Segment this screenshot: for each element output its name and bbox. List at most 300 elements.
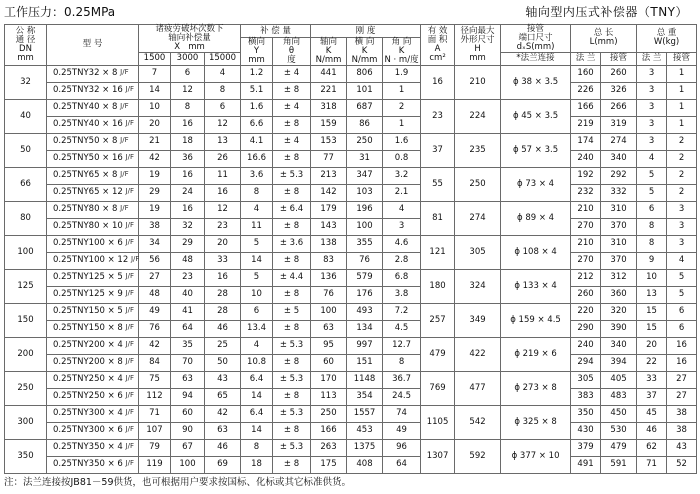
f-mark: F (129, 306, 134, 315)
length-pipe-cell: 310 (601, 235, 637, 252)
comp-15000-cell: 26 (205, 150, 241, 167)
comp-3000-cell: 29 (171, 235, 205, 252)
comp-15000-cell: 25 (205, 337, 241, 354)
j-mark: J (125, 85, 128, 94)
jf-mark: J/F (125, 119, 134, 128)
length-pipe-cell: 360 (601, 286, 637, 303)
angular-cell: ± 8 (273, 184, 311, 201)
angular-cell: ± 4.4 (273, 269, 311, 286)
model-text: 0.25TNY32 × 8 (53, 68, 118, 79)
jf-mark: J/F (125, 221, 134, 230)
angular-cell: ± 4 (273, 65, 311, 82)
f-mark: F (129, 153, 134, 162)
comp-15000-cell: 46 (205, 320, 241, 337)
page-header (0, 0, 700, 24)
jf-mark: J/F (125, 289, 134, 298)
jf-mark: J/F (125, 323, 134, 332)
angular-k-cell: 24.5 (383, 388, 421, 405)
weight-pipe-cell: 1 (667, 65, 697, 82)
comp-15000-cell: 42 (205, 405, 241, 422)
f-mark: F (135, 255, 140, 264)
comp-3000-cell: 16 (171, 201, 205, 218)
dn-cell: 200 (5, 337, 47, 371)
jf-mark: J/F (125, 374, 134, 383)
table-row (5, 269, 697, 286)
weight-flange-cell: 13 (637, 286, 667, 303)
length-flange-cell: 220 (571, 303, 601, 320)
model-cell (47, 184, 139, 201)
header-dn: 公 称 通 径 DN mm (5, 25, 47, 66)
comp-1500-cell: 107 (139, 422, 171, 439)
diameter-cell: 274 (455, 201, 501, 235)
pipe-cell: ϕ 38 × 3.5 (501, 65, 571, 99)
table-row (5, 405, 697, 422)
angular-cell: ± 8 (273, 82, 311, 99)
comp-3000-cell: 90 (171, 422, 205, 439)
j-mark: J (125, 442, 128, 451)
model-text: 0.25TNY200 × 4 (53, 340, 123, 351)
table-row (5, 82, 697, 99)
lateral-cell: 1.2 (241, 65, 273, 82)
area-cell: 121 (421, 235, 455, 269)
comp-3000-cell: 35 (171, 337, 205, 354)
axial-k-cell: 166 (311, 422, 347, 439)
axial-k-cell: 138 (311, 235, 347, 252)
f-mark: F (129, 323, 134, 332)
length-pipe-cell: 274 (601, 133, 637, 150)
weight-flange-cell: 6 (637, 201, 667, 218)
lateral-cell: 10 (241, 286, 273, 303)
comp-15000-cell: 50 (205, 354, 241, 371)
lateral-k-cell: 355 (347, 235, 383, 252)
model-text: 0.25TNY300 × 6 (53, 425, 123, 436)
model-cell (47, 422, 139, 439)
length-flange-cell: 166 (571, 99, 601, 116)
axial-k-cell: 63 (311, 320, 347, 337)
f-mark: F (129, 408, 134, 417)
header-comp-group: 诸疲劳破坏次数下 轴向补偿量 X mm (139, 25, 241, 53)
j-mark: J (125, 306, 128, 315)
comp-1500-cell: 20 (139, 116, 171, 133)
dn-cell: 80 (5, 201, 47, 235)
lateral-k-cell: 408 (347, 456, 383, 473)
header-weight-flange: 法 兰 (637, 52, 667, 65)
area-cell: 55 (421, 167, 455, 201)
area-cell: 1105 (421, 405, 455, 439)
j-mark: J (125, 289, 128, 298)
lateral-cell: 11 (241, 218, 273, 235)
angular-cell: ± 5 (273, 303, 311, 320)
f-mark: F (129, 357, 134, 366)
model-cell (47, 99, 139, 116)
lateral-k-cell: 1148 (347, 371, 383, 388)
diameter-cell: 477 (455, 371, 501, 405)
j-mark: J (125, 119, 128, 128)
lateral-k-cell: 100 (347, 218, 383, 235)
lateral-k-cell: 1375 (347, 439, 383, 456)
j-mark: J (120, 102, 123, 111)
pipe-cell: ϕ 57 × 3.5 (501, 133, 571, 167)
length-flange-cell: 430 (571, 422, 601, 439)
dn-cell: 350 (5, 439, 47, 473)
header-buchang: 补 偿 量 (241, 25, 311, 38)
comp-1500-cell: 71 (139, 405, 171, 422)
diameter-cell: 305 (455, 235, 501, 269)
comp-15000-cell: 11 (205, 167, 241, 184)
area-cell: 479 (421, 337, 455, 371)
table-head (5, 25, 697, 66)
area-cell: 180 (421, 269, 455, 303)
jf-mark: J/F (125, 187, 134, 196)
length-pipe-cell: 312 (601, 269, 637, 286)
angular-cell: ± 5.3 (273, 337, 311, 354)
f-mark: F (129, 187, 134, 196)
angular-cell: ± 8 (273, 456, 311, 473)
weight-pipe-cell: 3 (667, 218, 697, 235)
weight-flange-cell: 20 (637, 337, 667, 354)
jf-mark: J/F (120, 170, 129, 179)
comp-15000-cell: 23 (205, 218, 241, 235)
lateral-cell: 5 (241, 235, 273, 252)
model-cell (47, 116, 139, 133)
weight-flange-cell: 8 (637, 218, 667, 235)
j-mark: J (125, 187, 128, 196)
weight-flange-cell: 45 (637, 405, 667, 422)
table-row (5, 201, 697, 218)
weight-pipe-cell: 2 (667, 167, 697, 184)
lateral-k-cell: 176 (347, 286, 383, 303)
length-flange-cell: 219 (571, 116, 601, 133)
jf-mark: J/F (120, 102, 129, 111)
comp-15000-cell: 63 (205, 422, 241, 439)
length-flange-cell: 226 (571, 82, 601, 99)
angular-k-cell: 12.7 (383, 337, 421, 354)
comp-3000-cell: 16 (171, 167, 205, 184)
weight-flange-cell: 3 (637, 82, 667, 99)
length-flange-cell: 212 (571, 269, 601, 286)
model-text: 0.25TNY100 × 6 (53, 238, 123, 249)
angular-k-cell: 49 (383, 422, 421, 439)
comp-3000-cell: 100 (171, 456, 205, 473)
diameter-cell: 235 (455, 133, 501, 167)
comp-1500-cell: 19 (139, 167, 171, 184)
axial-k-cell: 153 (311, 133, 347, 150)
area-cell: 257 (421, 303, 455, 337)
axial-k-cell: 159 (311, 116, 347, 133)
length-pipe-cell: 340 (601, 150, 637, 167)
comp-3000-cell: 12 (171, 82, 205, 99)
lateral-k-cell: 31 (347, 150, 383, 167)
length-pipe-cell: 340 (601, 337, 637, 354)
weight-pipe-cell: 2 (667, 150, 697, 167)
pipe-cell: ϕ 73 × 4 (501, 167, 571, 201)
comp-1500-cell: 21 (139, 133, 171, 150)
lateral-cell: 13.4 (241, 320, 273, 337)
weight-pipe-cell: 5 (667, 269, 697, 286)
angular-k-cell: 4.6 (383, 235, 421, 252)
comp-3000-cell: 67 (171, 439, 205, 456)
axial-k-cell: 83 (311, 252, 347, 269)
length-pipe-cell: 450 (601, 405, 637, 422)
j-mark: J (125, 238, 128, 247)
f-mark: F (129, 391, 134, 400)
table-row (5, 218, 697, 235)
header-lateral-k: 横 向 K N/mm (347, 38, 383, 66)
weight-flange-cell: 15 (637, 303, 667, 320)
length-flange-cell: 232 (571, 184, 601, 201)
j-mark: J (125, 323, 128, 332)
header-length-pipe: 接管 (601, 52, 637, 65)
diameter-cell: 210 (455, 65, 501, 99)
weight-flange-cell: 3 (637, 133, 667, 150)
length-pipe-cell: 591 (601, 456, 637, 473)
angular-cell: ± 6.4 (273, 201, 311, 218)
length-flange-cell: 350 (571, 405, 601, 422)
length-flange-cell: 160 (571, 65, 601, 82)
angular-k-cell: 8 (383, 354, 421, 371)
weight-flange-cell: 46 (637, 422, 667, 439)
model-text: 0.25TNY250 × 4 (53, 374, 123, 385)
footnote: 注：法兰连接按JB81－59供货，也可根据用户要求按国标、化标或其它标准供货。 (4, 477, 351, 488)
area-cell: 37 (421, 133, 455, 167)
axial-k-cell: 100 (311, 303, 347, 320)
dn-cell: 300 (5, 405, 47, 439)
header-rigidity: 刚 度 (311, 25, 421, 38)
model-text: 0.25TNY150 × 5 (53, 306, 123, 317)
model-cell (47, 235, 139, 252)
table-row (5, 371, 697, 388)
model-cell (47, 405, 139, 422)
lateral-k-cell: 86 (347, 116, 383, 133)
j-mark: J (125, 272, 128, 281)
comp-1500-cell: 75 (139, 371, 171, 388)
pipe-cell: ϕ 89 × 4 (501, 201, 571, 235)
jf-mark: J/F (125, 153, 134, 162)
dn-cell: 250 (5, 371, 47, 405)
comp-3000-cell: 18 (171, 133, 205, 150)
lateral-k-cell: 354 (347, 388, 383, 405)
length-pipe-cell: 370 (601, 252, 637, 269)
pipe-cell: ϕ 273 × 8 (501, 371, 571, 405)
angular-k-cell: 6.8 (383, 269, 421, 286)
lateral-k-cell: 196 (347, 201, 383, 218)
comp-1500-cell: 7 (139, 65, 171, 82)
dn-cell: 40 (5, 99, 47, 133)
header-length: 总 长 L(mm) (571, 25, 637, 53)
length-flange-cell: 240 (571, 150, 601, 167)
angular-k-cell: 1.9 (383, 65, 421, 82)
angular-cell: ± 4 (273, 133, 311, 150)
comp-1500-cell: 42 (139, 150, 171, 167)
length-pipe-cell: 483 (601, 388, 637, 405)
comp-3000-cell: 41 (171, 303, 205, 320)
pipe-cell: ϕ 108 × 4 (501, 235, 571, 269)
j-mark: J (125, 374, 128, 383)
diameter-cell: 422 (455, 337, 501, 371)
angular-k-cell: 2.8 (383, 252, 421, 269)
model-cell (47, 439, 139, 456)
axial-k-cell: 95 (311, 337, 347, 354)
lateral-k-cell: 151 (347, 354, 383, 371)
model-text: 0.25TNY50 × 16 (53, 153, 123, 164)
j-mark: J (125, 340, 128, 349)
length-flange-cell: 383 (571, 388, 601, 405)
angular-cell: ± 3.6 (273, 235, 311, 252)
table-row (5, 337, 697, 354)
comp-15000-cell: 6 (205, 99, 241, 116)
weight-pipe-cell: 4 (667, 252, 697, 269)
pipe-cell: ϕ 219 × 6 (501, 337, 571, 371)
f-mark: F (129, 221, 134, 230)
header-lateral: 横向 Y mm (241, 38, 273, 66)
table-row (5, 133, 697, 150)
weight-flange-cell: 71 (637, 456, 667, 473)
angular-cell: ± 8 (273, 388, 311, 405)
lateral-k-cell: 1557 (347, 405, 383, 422)
lateral-k-cell: 101 (347, 82, 383, 99)
lateral-k-cell: 997 (347, 337, 383, 354)
angular-cell: ± 4 (273, 99, 311, 116)
angular-cell: ± 8 (273, 320, 311, 337)
lateral-cell: 3.6 (241, 167, 273, 184)
axial-k-cell: 175 (311, 456, 347, 473)
comp-15000-cell: 65 (205, 388, 241, 405)
angular-cell: ± 8 (273, 116, 311, 133)
comp-3000-cell: 48 (171, 252, 205, 269)
length-flange-cell: 210 (571, 235, 601, 252)
weight-pipe-cell: 52 (667, 456, 697, 473)
weight-flange-cell: 37 (637, 388, 667, 405)
model-cell (47, 456, 139, 473)
weight-flange-cell: 5 (637, 184, 667, 201)
weight-pipe-cell: 2 (667, 184, 697, 201)
table-row (5, 167, 697, 184)
comp-3000-cell: 23 (171, 269, 205, 286)
spec-table (4, 24, 697, 474)
model-cell (47, 269, 139, 286)
j-mark: J (130, 255, 134, 264)
comp-15000-cell: 43 (205, 371, 241, 388)
length-pipe-cell: 260 (601, 65, 637, 82)
length-flange-cell: 192 (571, 167, 601, 184)
weight-flange-cell: 5 (637, 167, 667, 184)
f-mark: F (129, 425, 134, 434)
jf-mark: J/F (125, 340, 134, 349)
jf-mark: J/F (130, 255, 140, 264)
angular-cell: ± 8 (273, 218, 311, 235)
lateral-cell: 16.6 (241, 150, 273, 167)
model-text: 0.25TNY200 × 8 (53, 357, 123, 368)
j-mark: J (125, 459, 128, 468)
axial-k-cell: 250 (311, 405, 347, 422)
lateral-cell: 18 (241, 456, 273, 473)
axial-k-cell: 170 (311, 371, 347, 388)
comp-15000-cell: 16 (205, 269, 241, 286)
axial-k-cell: 179 (311, 201, 347, 218)
header-weight: 总 重 W(kg) (637, 25, 697, 53)
model-text: 0.25TNY100 × 12 (53, 255, 129, 266)
length-flange-cell: 270 (571, 252, 601, 269)
comp-15000-cell: 28 (205, 303, 241, 320)
model-cell (47, 388, 139, 405)
f-mark: F (124, 136, 129, 145)
table-row (5, 99, 697, 116)
length-flange-cell: 379 (571, 439, 601, 456)
diameter-cell: 592 (455, 439, 501, 473)
table-row (5, 456, 697, 473)
length-pipe-cell: 319 (601, 116, 637, 133)
dn-cell: 150 (5, 303, 47, 337)
weight-flange-cell: 8 (637, 235, 667, 252)
table-row (5, 235, 697, 252)
weight-flange-cell: 3 (637, 99, 667, 116)
length-flange-cell: 491 (571, 456, 601, 473)
angular-cell: ± 8 (273, 422, 311, 439)
comp-3000-cell: 64 (171, 320, 205, 337)
angular-k-cell: 4 (383, 201, 421, 218)
angular-k-cell: 1.6 (383, 133, 421, 150)
header-weight-pipe: 接管 (667, 52, 697, 65)
jf-mark: J/F (125, 442, 134, 451)
header-comp-1500: 1500 (139, 52, 171, 65)
dn-cell: 100 (5, 235, 47, 269)
lateral-cell: 1.6 (241, 99, 273, 116)
diameter-cell: 250 (455, 167, 501, 201)
pipe-cell: ϕ 377 × 10 (501, 439, 571, 473)
area-cell: 769 (421, 371, 455, 405)
header-pipe: 接管 端口尺寸 dₓS(mm) (501, 25, 571, 53)
model-cell (47, 320, 139, 337)
j-mark: J (125, 153, 128, 162)
table-row (5, 252, 697, 269)
length-flange-cell: 210 (571, 201, 601, 218)
comp-1500-cell: 84 (139, 354, 171, 371)
length-pipe-cell: 332 (601, 184, 637, 201)
comp-15000-cell: 28 (205, 286, 241, 303)
comp-15000-cell: 8 (205, 82, 241, 99)
jf-mark: J/F (120, 68, 129, 77)
table-body (5, 65, 697, 473)
model-text: 0.25TNY300 × 4 (53, 408, 123, 419)
model-text: 0.25TNY350 × 6 (53, 459, 123, 470)
comp-15000-cell: 20 (205, 235, 241, 252)
length-pipe-cell: 266 (601, 99, 637, 116)
length-pipe-cell: 405 (601, 371, 637, 388)
angular-k-cell: 3 (383, 218, 421, 235)
diameter-cell: 224 (455, 99, 501, 133)
lateral-k-cell: 250 (347, 133, 383, 150)
length-flange-cell: 260 (571, 286, 601, 303)
lateral-cell: 4 (241, 337, 273, 354)
jf-mark: J/F (125, 85, 134, 94)
axial-k-cell: 113 (311, 388, 347, 405)
f-mark: F (124, 102, 129, 111)
model-cell (47, 218, 139, 235)
model-cell (47, 303, 139, 320)
model-cell (47, 201, 139, 218)
angular-k-cell: 7.2 (383, 303, 421, 320)
length-pipe-cell: 310 (601, 201, 637, 218)
length-pipe-cell: 479 (601, 439, 637, 456)
comp-3000-cell: 94 (171, 388, 205, 405)
model-text: 0.25TNY250 × 6 (53, 391, 123, 402)
pipe-cell: ϕ 159 × 4.5 (501, 303, 571, 337)
header-comp-3000: 3000 (171, 52, 205, 65)
comp-3000-cell: 40 (171, 286, 205, 303)
comp-1500-cell: 29 (139, 184, 171, 201)
angular-k-cell: 74 (383, 405, 421, 422)
header-diameter: 径向最大 外形尺寸 H mm (455, 25, 501, 66)
